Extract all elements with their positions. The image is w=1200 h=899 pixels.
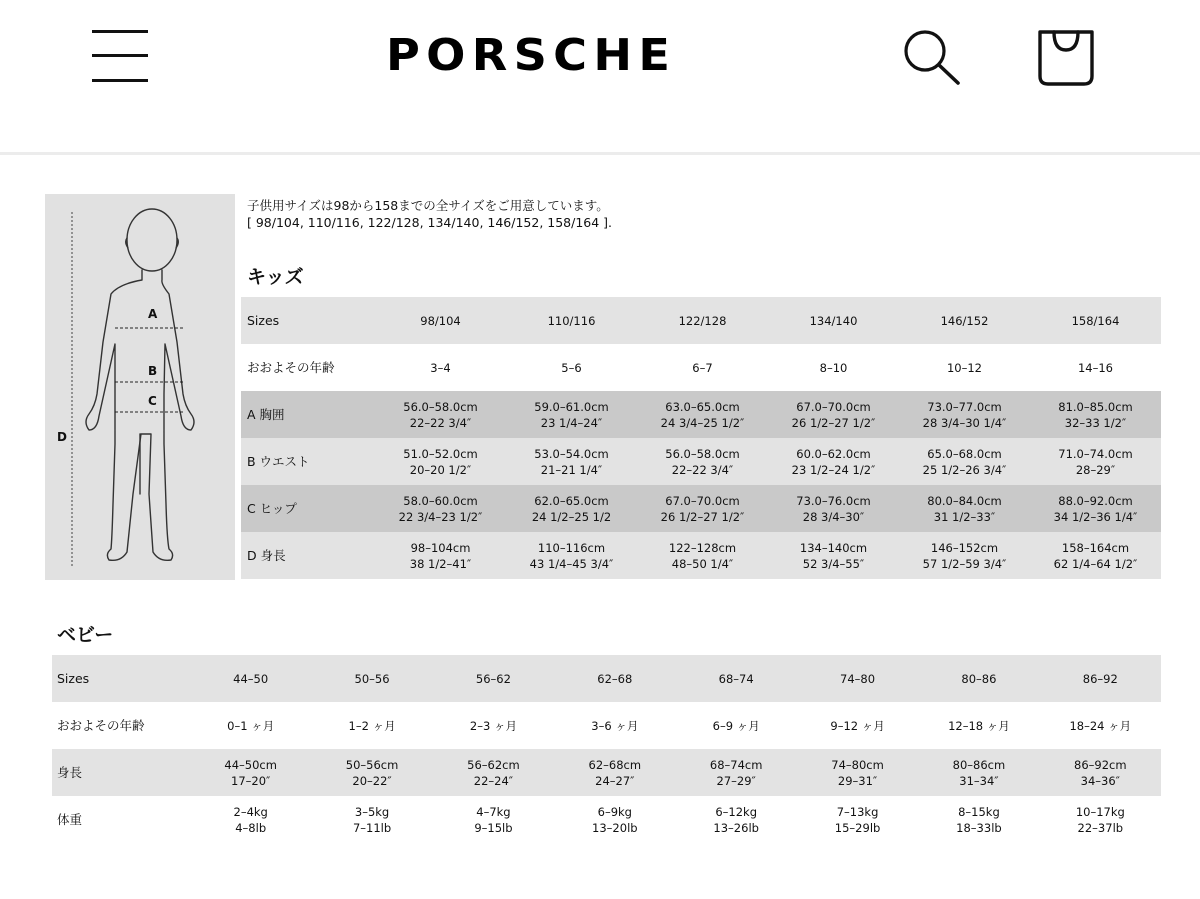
kids-table-cell	[375, 438, 506, 485]
kids-table-cell	[1030, 532, 1161, 579]
kids-cell-value: 34 1/2–36 1/4″	[1053, 509, 1138, 524]
kids-table-row	[241, 391, 1161, 438]
shopping-bag-icon[interactable]	[1034, 24, 1098, 88]
baby-cell-value: 17–20″	[231, 773, 271, 788]
baby-row-label: 身長	[52, 749, 190, 796]
baby-table-cell	[797, 655, 918, 702]
kids-cell-value: 14–16	[1077, 360, 1114, 375]
kids-cell-value: 48–50 1/4″	[671, 556, 734, 571]
kids-row-label: B ウエスト	[241, 438, 375, 485]
kids-cell-value: 25 1/2–26 3/4″	[922, 462, 1007, 477]
baby-cell-value: 34–36″	[1080, 773, 1120, 788]
kids-cell-value: 158/164	[1071, 313, 1120, 328]
kids-cell-value: 122–128cm	[668, 540, 737, 555]
kids-cell-value: 26 1/2–27 1/2″	[791, 415, 876, 430]
baby-section-title: ベビー	[57, 624, 114, 646]
kids-cell-value: 23 1/4–24″	[540, 415, 603, 430]
kids-cell-value: 26 1/2–27 1/2″	[660, 509, 745, 524]
kids-cell-value: 80.0–84.0cm	[927, 493, 1002, 508]
baby-cell-value: 7–13kg	[836, 804, 879, 819]
site-header	[0, 0, 1200, 152]
kids-table-cell	[637, 485, 768, 532]
kids-table-row	[241, 485, 1161, 532]
header-divider	[0, 152, 1200, 155]
baby-row-label: Sizes	[52, 655, 190, 702]
kids-cell-value: 67.0–70.0cm	[796, 399, 871, 414]
kids-table-cell	[899, 532, 1030, 579]
kids-cell-value: 81.0–85.0cm	[1058, 399, 1133, 414]
baby-table-cell	[311, 655, 432, 702]
baby-table-row	[52, 749, 1161, 796]
kids-table-cell	[1030, 438, 1161, 485]
kids-table-cell	[1030, 485, 1161, 532]
kids-table-cell	[768, 344, 899, 391]
figure-label-a: A	[148, 307, 158, 321]
baby-cell-value: 44–50cm	[224, 757, 277, 772]
baby-cell-value: 12–18 ヶ月	[948, 718, 1010, 733]
intro-line-2: [ 98/104, 110/116, 122/128, 134/140, 146/152, 158/164 ].	[247, 215, 613, 230]
baby-table-cell	[311, 796, 432, 843]
baby-cell-value: 6–12kg	[715, 804, 758, 819]
kids-cell-value: 28–29″	[1075, 462, 1116, 477]
kids-table-cell	[637, 344, 768, 391]
baby-table-cell	[190, 796, 311, 843]
kids-cell-value: 56.0–58.0cm	[665, 446, 740, 461]
baby-table-cell	[554, 702, 675, 749]
baby-cell-value: 4–8lb	[235, 820, 267, 835]
kids-cell-value: 43 1/4–45 3/4″	[529, 556, 614, 571]
kids-table-cell	[768, 438, 899, 485]
baby-table-cell	[1040, 702, 1161, 749]
kids-table-cell	[768, 391, 899, 438]
baby-table-cell	[918, 796, 1039, 843]
baby-cell-value: 31–34″	[959, 773, 999, 788]
kids-table-row	[241, 344, 1161, 391]
kids-table-cell	[637, 391, 768, 438]
kids-cell-value: 98/104	[420, 313, 461, 328]
baby-cell-value: 74–80cm	[831, 757, 884, 772]
kids-table-cell	[899, 438, 1030, 485]
baby-cell-value: 29–31″	[837, 773, 878, 788]
baby-cell-value: 50–56	[354, 671, 390, 686]
figure-label-c: C	[148, 394, 157, 408]
baby-cell-value: 80–86cm	[952, 757, 1006, 772]
baby-cell-value: 80–86	[961, 671, 997, 686]
kids-cell-value: 52 3/4–55″	[802, 556, 865, 571]
baby-table-row	[52, 702, 1161, 749]
baby-cell-value: 7–11lb	[352, 820, 392, 835]
baby-cell-value: 6–9kg	[597, 804, 632, 819]
baby-row-label: おおよその年齢	[52, 702, 190, 749]
baby-cell-value: 2–3 ヶ月	[469, 718, 517, 733]
child-silhouette-figure	[45, 194, 235, 580]
baby-table-cell	[554, 796, 675, 843]
kids-cell-value: 31 1/2–33″	[933, 509, 996, 524]
baby-table-cell	[554, 655, 675, 702]
kids-table-cell	[768, 532, 899, 579]
kids-table-cell	[506, 532, 637, 579]
kids-cell-value: 146/152	[940, 313, 989, 328]
kids-cell-value: 146–152cm	[930, 540, 999, 555]
kids-cell-value: 134/140	[809, 313, 858, 328]
baby-table-cell	[918, 655, 1039, 702]
kids-cell-value: 134–140cm	[799, 540, 868, 555]
kids-table-cell	[506, 485, 637, 532]
baby-cell-value: 68–74	[718, 671, 754, 686]
kids-row-label: Sizes	[241, 297, 375, 344]
kids-cell-value: 22–22 3/4″	[409, 415, 472, 430]
kids-cell-value: 65.0–68.0cm	[927, 446, 1002, 461]
baby-cell-value: 44–50	[233, 671, 269, 686]
baby-cell-value: 68–74cm	[709, 757, 763, 772]
baby-cell-value: 18–33lb	[956, 820, 1002, 835]
baby-table-cell	[676, 655, 797, 702]
baby-cell-value: 62–68	[597, 671, 633, 686]
kids-cell-value: 20–20 1/2″	[409, 462, 472, 477]
baby-cell-value: 4–7kg	[476, 804, 511, 819]
kids-cell-value: 51.0–52.0cm	[403, 446, 478, 461]
baby-table-cell	[676, 749, 797, 796]
kids-cell-value: 8–10	[819, 360, 848, 375]
baby-table-cell	[797, 702, 918, 749]
kids-cell-value: 71.0–74.0cm	[1058, 446, 1133, 461]
baby-cell-value: 18–24 ヶ月	[1069, 718, 1132, 733]
baby-size-table	[52, 655, 1161, 843]
kids-cell-value: 10–12	[946, 360, 983, 375]
baby-cell-value: 15–29lb	[834, 820, 881, 835]
kids-cell-value: 28 3/4–30″	[802, 509, 865, 524]
baby-cell-value: 13–20lb	[592, 820, 638, 835]
baby-table-cell	[797, 749, 918, 796]
kids-table-cell	[506, 297, 637, 344]
kids-cell-value: 56.0–58.0cm	[403, 399, 478, 414]
kids-table-cell	[899, 485, 1030, 532]
kids-table-cell	[768, 485, 899, 532]
kids-table-row	[241, 297, 1161, 344]
kids-cell-value: 110–116cm	[537, 540, 606, 555]
kids-table-row	[241, 532, 1161, 579]
kids-cell-value: 60.0–62.0cm	[796, 446, 871, 461]
baby-cell-value: 56–62cm	[467, 757, 520, 772]
kids-table-cell	[375, 391, 506, 438]
baby-cell-value: 2–4kg	[233, 804, 268, 819]
baby-table-cell	[433, 655, 554, 702]
kids-cell-value: 3–4	[430, 360, 451, 375]
baby-table-cell	[554, 749, 675, 796]
baby-table-cell	[433, 702, 554, 749]
baby-cell-value: 13–26lb	[713, 820, 759, 835]
kids-row-label: D 身長	[241, 532, 375, 579]
kids-cell-value: 88.0–92.0cm	[1058, 493, 1133, 508]
baby-cell-value: 0–1 ヶ月	[227, 718, 275, 733]
baby-cell-value: 56–62	[475, 671, 511, 686]
baby-cell-value: 9–12 ヶ月	[830, 718, 885, 733]
baby-cell-value: 62–68cm	[588, 757, 642, 772]
kids-table-cell	[506, 438, 637, 485]
baby-cell-value: 24–27″	[595, 773, 635, 788]
kids-cell-value: 73.0–76.0cm	[796, 493, 871, 508]
baby-table-row	[52, 796, 1161, 843]
baby-table-cell	[311, 702, 432, 749]
hamburger-menu-icon[interactable]	[92, 30, 148, 82]
baby-cell-value: 86–92	[1082, 671, 1118, 686]
baby-table-cell	[918, 749, 1039, 796]
kids-cell-value: 22 3/4–23 1/2″	[398, 509, 483, 524]
baby-cell-value: 22–24″	[473, 773, 514, 788]
baby-cell-value: 8–15kg	[958, 804, 1000, 819]
kids-cell-value: 158–164cm	[1061, 540, 1130, 555]
kids-row-label: C ヒップ	[241, 485, 375, 532]
baby-row-label: 体重	[52, 796, 190, 843]
kids-table-cell	[375, 485, 506, 532]
kids-cell-value: 62 1/4–64 1/2″	[1053, 556, 1138, 571]
baby-cell-value: 74–80	[840, 671, 876, 686]
baby-table-cell	[676, 796, 797, 843]
kids-table-cell	[637, 297, 768, 344]
kids-size-table	[241, 297, 1161, 579]
kids-cell-value: 53.0–54.0cm	[534, 446, 609, 461]
kids-table-cell	[637, 532, 768, 579]
baby-cell-value: 3–6 ヶ月	[591, 718, 639, 733]
baby-cell-value: 22–37lb	[1077, 820, 1124, 835]
baby-table-cell	[433, 749, 554, 796]
kids-size-intro	[247, 197, 847, 231]
baby-table-row	[52, 655, 1161, 702]
kids-cell-value: 24 3/4–25 1/2″	[660, 415, 745, 430]
kids-table-cell	[1030, 344, 1161, 391]
kids-cell-value: 32–33 1/2″	[1064, 415, 1127, 430]
kids-cell-value: 28 3/4–30 1/4″	[922, 415, 1007, 430]
baby-table-cell	[190, 702, 311, 749]
kids-body-diagram	[45, 194, 235, 580]
kids-table-cell	[899, 391, 1030, 438]
kids-cell-value: 73.0–77.0cm	[927, 399, 1002, 414]
kids-table-cell	[506, 344, 637, 391]
figure-label-b: B	[148, 364, 158, 378]
kids-table-cell	[1030, 297, 1161, 344]
kids-table-cell	[1030, 391, 1161, 438]
baby-table-cell	[1040, 655, 1161, 702]
baby-table-cell	[918, 702, 1039, 749]
kids-cell-value: 98–104cm	[410, 540, 471, 555]
baby-cell-value: 3–5kg	[354, 804, 390, 819]
baby-cell-value: 20–22″	[352, 773, 392, 788]
kids-cell-value: 21–21 1/4″	[540, 462, 603, 477]
kids-cell-value: 59.0–61.0cm	[534, 399, 609, 414]
kids-cell-value: 67.0–70.0cm	[665, 493, 740, 508]
baby-cell-value: 27–29″	[716, 773, 756, 788]
kids-row-label: おおよその年齢	[241, 344, 375, 391]
kids-table-cell	[506, 391, 637, 438]
kids-table-row	[241, 438, 1161, 485]
kids-table-cell	[375, 344, 506, 391]
kids-table-cell	[899, 344, 1030, 391]
kids-table-cell	[768, 297, 899, 344]
baby-cell-value: 6–9 ヶ月	[712, 718, 760, 733]
kids-table-cell	[375, 532, 506, 579]
kids-cell-value: 38 1/2–41″	[409, 556, 472, 571]
intro-line-1: 子供用サイズは98から158までの全サイズをご用意しています。	[247, 198, 609, 213]
baby-cell-value: 86–92cm	[1074, 757, 1127, 772]
baby-table-cell	[797, 796, 918, 843]
kids-section-title: キッズ	[247, 266, 304, 288]
baby-cell-value: 50–56cm	[345, 757, 399, 772]
kids-cell-value: 62.0–65.0cm	[534, 493, 609, 508]
search-icon[interactable]	[900, 26, 962, 88]
figure-label-d: D	[57, 430, 67, 444]
kids-cell-value: 63.0–65.0cm	[665, 399, 740, 414]
kids-cell-value: 122/128	[678, 313, 727, 328]
kids-table-cell	[375, 297, 506, 344]
baby-table-cell	[190, 749, 311, 796]
kids-cell-value: 57 1/2–59 3/4″	[922, 556, 1007, 571]
baby-table-cell	[190, 655, 311, 702]
kids-table-cell	[899, 297, 1030, 344]
porsche-logo[interactable]: PORSCHE	[386, 30, 677, 81]
kids-cell-value: 5–6	[561, 360, 582, 375]
baby-table-cell	[1040, 749, 1161, 796]
kids-cell-value: 22–22 3/4″	[671, 462, 734, 477]
baby-table-cell	[1040, 796, 1161, 843]
baby-table-cell	[311, 749, 432, 796]
baby-table-cell	[676, 702, 797, 749]
kids-cell-value: 23 1/2–24 1/2″	[791, 462, 876, 477]
baby-table-cell	[433, 796, 554, 843]
baby-cell-value: 10–17kg	[1075, 804, 1125, 819]
kids-cell-value: 110/116	[547, 313, 596, 328]
kids-cell-value: 58.0–60.0cm	[403, 493, 478, 508]
baby-cell-value: 9–15lb	[474, 820, 513, 835]
baby-cell-value: 1–2 ヶ月	[348, 718, 396, 733]
kids-table-cell	[637, 438, 768, 485]
kids-cell-value: 6–7	[692, 360, 713, 375]
kids-cell-value: 24 1/2–25 1/2	[531, 509, 612, 524]
kids-row-label: A 胸囲	[241, 391, 375, 438]
